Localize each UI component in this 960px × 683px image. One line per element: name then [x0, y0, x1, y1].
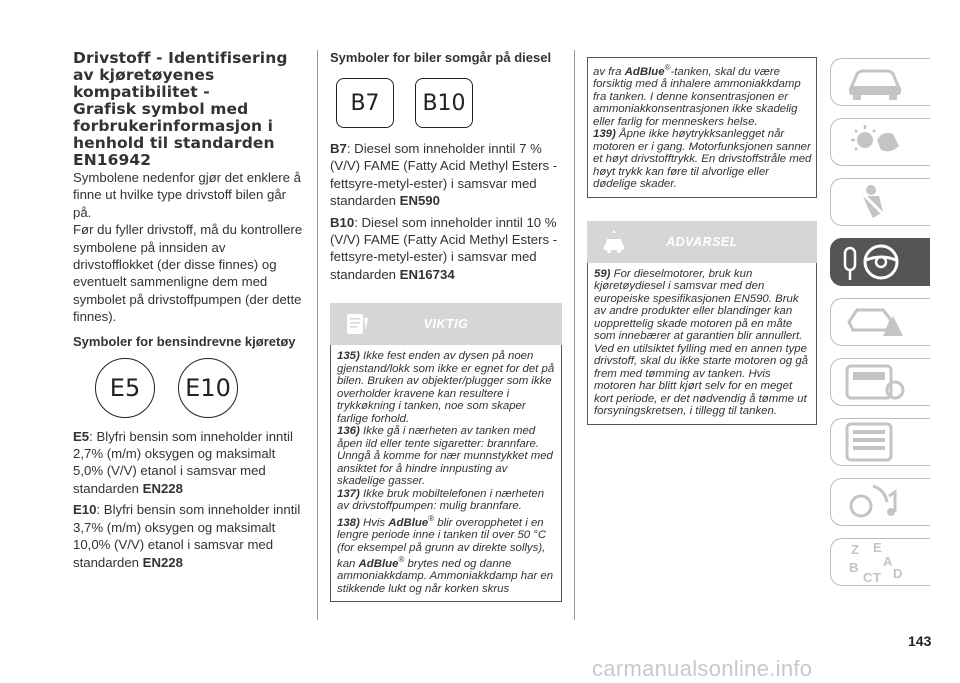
note-text: brytes ned og danne ammoniakkdamp. Ammoniakkdamp har en stikkende lukt og når korken skrus	[337, 557, 554, 595]
multimedia-icon	[843, 482, 907, 522]
e5-standard: EN228	[142, 480, 183, 496]
note-text: Ikke fest enden av dysen på noen gjenstand/lokk som ikke er egnet for det på bilen. Bruken av objekter/plugger som ikke overholder kravene kan resultere i trykkøkning i tanken, noe som skaper farlige forhold.	[337, 350, 555, 425]
e5-text: : Blyfri bensin som inneholder inntil 2,7% (m/m) oksygen og maksimalt 5,0% (V/V) etanol i samsvar med standarden	[73, 428, 293, 496]
heading-line: Drivstoff - Identifisering	[73, 49, 288, 67]
b10-standard: EN16734	[399, 266, 455, 282]
note-number: 138)	[337, 516, 360, 529]
note-135	[337, 350, 557, 425]
e5-description	[73, 428, 305, 498]
tab-car-overview[interactable]	[830, 58, 930, 106]
heading-line: kompatibilitet -	[73, 83, 210, 101]
maintenance-tools-icon	[843, 362, 907, 402]
note-text: Åpne ikke høytrykksanlegget når motoren er i gang. Motorfunksjonen sanner et høyt drivstofftrykk. En drivstoffstråle med høyt trykk kan føre til alvorlige eller dødelige skader.	[593, 128, 812, 191]
tab-maintenance[interactable]	[830, 358, 930, 406]
lights-indicators-icon	[843, 122, 907, 162]
note-59	[594, 268, 812, 418]
note-139	[593, 128, 812, 191]
watermark: carmanualsonline.info	[592, 656, 813, 681]
heading-line: forbrukerinformasjon i	[73, 117, 273, 135]
heading-line: henhold til standarden	[73, 134, 275, 152]
important-notice-band	[330, 303, 562, 345]
instruction-paragraph: Før du fyller drivstoff, må du kontrollere symbolene på innsiden av drivstofflokket (der disse finnes) og eventuelt sammenligne dem med symbolet på drivstoffpumpen (der dette finnes).	[73, 222, 303, 325]
e5-symbol-icon: E5	[95, 358, 155, 418]
column-divider-left	[317, 50, 318, 620]
b10-text: : Diesel som inneholder inntil 10 % (V/V) FAME (Fatty Acid Methyl Esters - fettsyre-metyl-ester) i samsvar med standarden	[330, 214, 558, 282]
tab-lights-indicators[interactable]	[830, 118, 930, 166]
e10-symbol-icon: E10	[178, 358, 238, 418]
page-number: 143	[908, 633, 932, 649]
important-notice-title: VIKTIG	[423, 317, 469, 332]
intro-paragraph: Symbolene nedenfor gjør det enklere å finne ut hvilke type drivstoff bilen går på.	[73, 170, 301, 220]
note-text: -tanken, skal du være forsiktig med å inhalere ammoniakkdamp fra tanken. I denne konsentrasjonen er ammoniakkonsentrasjonen ikke skadelig eller farlig for menneskers helse.	[593, 65, 801, 128]
note-text: Ikke bruk mobiltelefonen i nærheten av drivstoffpumpen: mulig brannfare.	[337, 487, 545, 513]
note-number: 59)	[594, 267, 611, 280]
tab-starting-driving[interactable]	[830, 238, 930, 286]
diesel-symbol-row	[336, 78, 562, 128]
note-text: blir overopphetet i en lengre periode inne i tanken til over 50 °C (for eksempel på grunn av direkte sollys), kan	[337, 516, 547, 570]
warning-title: ADVARSEL	[666, 234, 738, 249]
index-alphabet-icon	[843, 540, 907, 584]
note-text: For dieselmotorer, bruk kun kjøretøydiesel i samsvar med den europeiske spesifikasjonen EN590. Bruk av andre produkter eller blandinger kan uopprettelig skade motoren på en måte som innebærer at garantien blir annullert. Ved en utilsiktet fylling med en annen type drivstoff, skal du ikke starte motoren og gå frem med tømming av tanken. Hvis motoren har blitt kjørt selv for en meget kort periode, er det nødvendig å tømme ut forsyningskretsen, i tillegg til tanken.	[594, 267, 808, 418]
e10-standard: EN228	[142, 554, 183, 570]
column-2	[330, 50, 562, 602]
note-138	[337, 513, 557, 596]
index-letter: C	[863, 570, 873, 584]
petrol-symbols-heading: Symboler for bensindrevne kjøretøy	[73, 333, 296, 349]
tab-safety[interactable]	[830, 178, 930, 226]
diesel-symbols-heading: Symboler for biler somgår på diesel	[330, 50, 552, 65]
index-letter: Z	[851, 542, 859, 557]
b7-text: : Diesel som inneholder inntil 7 % (V/V) FAME (Fatty Acid Methyl Esters - fettsyre-metyl-ester) i samsvar med standarden	[330, 141, 558, 209]
b7-standard: EN590	[399, 193, 440, 209]
note-text: Hvis	[359, 516, 389, 529]
adblue-brand: AdBlue	[388, 516, 429, 529]
driving-steering-icon	[843, 242, 907, 282]
e10-text: : Blyfri bensin som inneholder inntil 3,7% (m/m) oksygen og maksimalt 10,0% (V/V) etanol i samsvar med standarden	[73, 502, 301, 570]
note-text: av fra	[593, 65, 625, 78]
chapter-tabs	[830, 58, 930, 598]
important-notice-continuation	[587, 57, 817, 198]
note-number: 139)	[593, 128, 616, 141]
note-number: 136)	[337, 425, 360, 438]
important-notice-box	[330, 345, 562, 602]
b10-description	[330, 214, 562, 284]
section-heading	[73, 50, 305, 169]
column-divider-right	[574, 50, 575, 620]
car-overview-icon	[843, 62, 907, 102]
warning-triangle-icon	[843, 302, 907, 342]
column-1	[73, 50, 305, 571]
tab-emergency[interactable]	[830, 298, 930, 346]
heading-line: Grafisk symbol med	[73, 100, 249, 118]
e10-description	[73, 501, 305, 571]
tab-specifications[interactable]	[830, 418, 930, 466]
note-138-continued	[593, 62, 812, 128]
b10-label: B10	[330, 214, 355, 230]
note-number: 135)	[337, 350, 360, 363]
index-letter: T	[873, 570, 881, 584]
index-letter: D	[893, 566, 903, 581]
index-letter: B	[849, 560, 859, 575]
note-text: Ikke gå i nærheten av tanken med åpen ild eller tente sigaretter: brannfare. Unngå å komme for nær munnstykket med ansiktet for å hindre innpusting av skadelige gasser.	[337, 425, 553, 488]
index-letter: A	[883, 554, 893, 569]
note-137	[337, 488, 557, 513]
e10-label: E10	[73, 502, 97, 518]
b7-description	[330, 140, 562, 210]
petrol-symbol-row	[73, 358, 305, 418]
specifications-list-icon	[843, 422, 907, 462]
b7-label: B7	[330, 141, 347, 156]
adblue-brand: AdBlue	[358, 557, 399, 570]
safety-airbag-icon	[843, 182, 907, 222]
note-number: 137)	[337, 487, 360, 500]
tab-multimedia[interactable]	[830, 478, 930, 526]
heading-line: EN16942	[73, 151, 152, 169]
b7-symbol-icon: B7	[336, 78, 394, 128]
registered-mark: ®	[428, 513, 435, 523]
heading-line: av kjøretøyenes	[73, 66, 215, 84]
registered-mark: ®	[398, 555, 405, 565]
registered-mark: ®	[664, 63, 671, 72]
tab-index[interactable]	[830, 538, 930, 586]
index-letter: E	[873, 540, 882, 555]
b10-symbol-icon: B10	[415, 78, 473, 128]
note-136	[337, 425, 557, 488]
e5-label: E5	[73, 428, 90, 444]
column-3	[587, 57, 817, 425]
adblue-brand: AdBlue	[624, 65, 665, 78]
warning-box	[587, 263, 817, 425]
warning-band	[587, 221, 817, 263]
